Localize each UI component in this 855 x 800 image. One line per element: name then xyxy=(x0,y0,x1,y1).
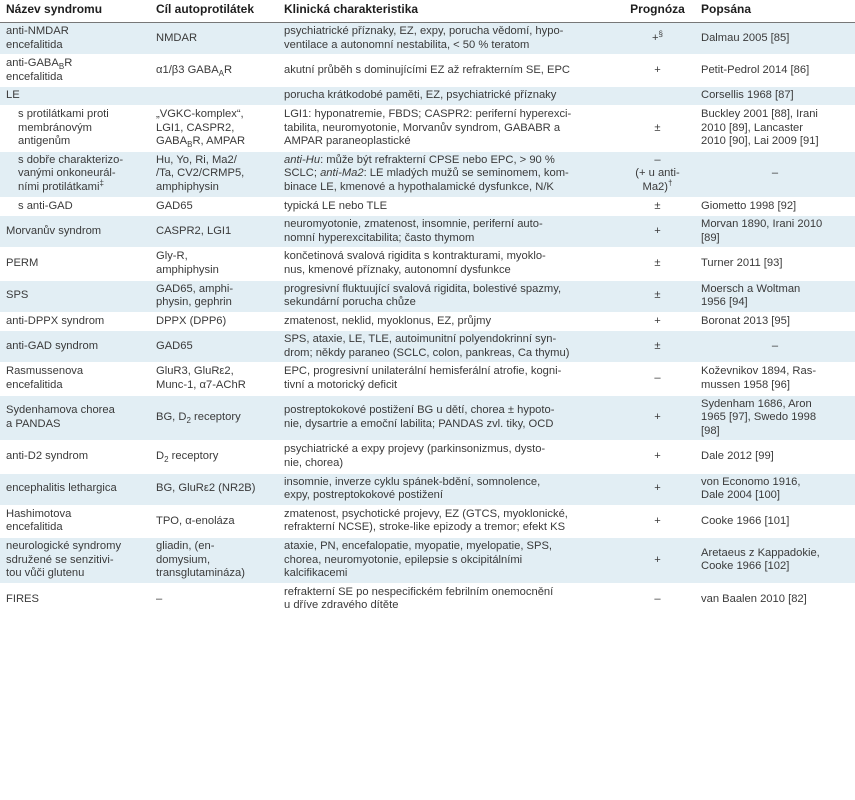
cell-described: Sydenham 1686, Aron 1965 [97], Swedo 1998 [98] xyxy=(695,395,855,441)
table-row xyxy=(0,583,855,615)
table-row xyxy=(0,441,855,473)
cell-described: Morvan 1890, Irani 2010 [89] xyxy=(695,216,855,248)
cell-prognosis: + xyxy=(620,538,695,584)
cell-autoantibody-target: GAD65, amphi- physin, gephrin xyxy=(150,280,278,312)
cell-autoantibody-target xyxy=(150,87,278,106)
cell-prognosis: ± xyxy=(620,248,695,280)
cell-prognosis: ± xyxy=(620,105,695,151)
cell-autoantibody-target: Gly-R, amphiphysin xyxy=(150,248,278,280)
header-syndrome-name: Název syndromu xyxy=(0,0,150,23)
cell-clinical-characteristics: insomnie, inverze cyklu spánek-bdění, somnolence, expy, postreptokokové postižení xyxy=(278,473,620,505)
table-row xyxy=(0,538,855,584)
table-row xyxy=(0,55,855,87)
cell-clinical-characteristics: refrakterní SE po nespecifickém febrilním onemocnění u dříve zdravého dítěte xyxy=(278,583,620,615)
cell-described: Aretaeus z Kappadokie, Cooke 1966 [102] xyxy=(695,538,855,584)
cell-clinical-characteristics: EPC, progresivní unilaterální hemisferální atrofie, kogni- tivní a motorický deficit xyxy=(278,363,620,395)
cell-prognosis xyxy=(620,87,695,106)
cell-clinical-characteristics: zmatenost, psychotické projevy, EZ (GTCS, myoklonické, refrakterní NCSE), stroke-like epizody a tremor; efekt KS xyxy=(278,505,620,537)
cell-described: Turner 2011 [93] xyxy=(695,248,855,280)
cell-clinical-characteristics: postreptokokové postižení BG u dětí, chorea ± hypoto- nie, dysartrie a emoční labilita; PANDAS zvl. tiky, OCD xyxy=(278,395,620,441)
cell-prognosis: + xyxy=(620,395,695,441)
cell-prognosis: + xyxy=(620,312,695,331)
table-row xyxy=(0,248,855,280)
cell-described: Giometto 1998 [92] xyxy=(695,197,855,216)
cell-clinical-characteristics: akutní průběh s dominujícími EZ až refrakterním SE, EPC xyxy=(278,55,620,87)
table-row xyxy=(0,505,855,537)
cell-autoantibody-target: GAD65 xyxy=(150,331,278,363)
cell-described: Boronat 2013 [95] xyxy=(695,312,855,331)
cell-syndrome-name: LE xyxy=(0,87,150,106)
cell-clinical-characteristics: psychiatrické a expy projevy (parkinsonizmus, dysto- nie, chorea) xyxy=(278,441,620,473)
cell-syndrome-name: Rasmussenova encefalitida xyxy=(0,363,150,395)
cell-autoantibody-target: „VGKC-komplex“, LGI1, CASPR2, $GABA_BR$, AMPAR xyxy=(150,105,278,151)
cell-clinical-characteristics: anti-Hu: může být refrakterní CPSE nebo EPC, > 90 % SCLC; anti-Ma2: LE mladých mužů se seminomem, kom- binace LE, kmenové a hypothalamické dysfunkce, N/K xyxy=(278,151,620,197)
table-row xyxy=(0,197,855,216)
cell-autoantibody-target: NMDAR xyxy=(150,23,278,55)
cell-clinical-characteristics: SPS, ataxie, LE, TLE, autoimunitní polyendokrinní syn- drom; někdy paraneo (SCLC, colon, pankreas, Ca thymu) xyxy=(278,331,620,363)
cell-syndrome-name: FIRES xyxy=(0,583,150,615)
cell-autoantibody-target: Hu, Yo, Ri, Ma2/ /Ta, CV2/CRMP5, amphiphysin xyxy=(150,151,278,197)
cell-syndrome-name: anti-GAD syndrom xyxy=(0,331,150,363)
cell-syndrome-name: anti-$GABA_BR$ encefalitida xyxy=(0,55,150,87)
cell-autoantibody-target: BG, GluRε2 (NR2B) xyxy=(150,473,278,505)
cell-described: Dale 2012 [99] xyxy=(695,441,855,473)
cell-clinical-characteristics: porucha krátkodobé paměti, EZ, psychiatrické příznaky xyxy=(278,87,620,106)
cell-prognosis: – (+ u anti- Ma2)† xyxy=(620,151,695,197)
table-row xyxy=(0,395,855,441)
cell-described: van Baalen 2010 [82] xyxy=(695,583,855,615)
table-row xyxy=(0,363,855,395)
cell-syndrome-name: encephalitis lethargica xyxy=(0,473,150,505)
cell-described: Koževnikov 1894, Ras- mussen 1958 [96] xyxy=(695,363,855,395)
cell-prognosis: + xyxy=(620,216,695,248)
header-prognosis: Prognóza xyxy=(620,0,695,23)
cell-prognosis: + xyxy=(620,55,695,87)
table-row xyxy=(0,331,855,363)
cell-prognosis: +§ xyxy=(620,23,695,55)
cell-described: Cooke 1966 [101] xyxy=(695,505,855,537)
cell-syndrome-name: neurologické syndromy sdružené se senzitivi- tou vůči glutenu xyxy=(0,538,150,584)
header-described: Popsána xyxy=(695,0,855,23)
cell-clinical-characteristics: zmatenost, neklid, myoklonus, EZ, průjmy xyxy=(278,312,620,331)
cell-described: Moersch a Woltman 1956 [94] xyxy=(695,280,855,312)
cell-syndrome-name: Morvanův syndrom xyxy=(0,216,150,248)
table-row xyxy=(0,151,855,197)
cell-syndrome-name: s protilátkami proti membránovým antigenům xyxy=(0,105,150,151)
table-row xyxy=(0,473,855,505)
cell-autoantibody-target: GluR3, GluRε2, Munc-1, α7-AChR xyxy=(150,363,278,395)
cell-syndrome-name: Sydenhamova chorea a PANDAS xyxy=(0,395,150,441)
cell-described: Petit-Pedrol 2014 [86] xyxy=(695,55,855,87)
header-autoantibody-target: Cíl autoprotilátek xyxy=(150,0,278,23)
table-row xyxy=(0,23,855,55)
cell-clinical-characteristics: ataxie, PN, encefalopatie, myopatie, myelopatie, SPS, chorea, neuromyotonie, epilepsie s okcipitálními kalcifikacemi xyxy=(278,538,620,584)
cell-autoantibody-target: – xyxy=(150,583,278,615)
header-row xyxy=(0,0,855,23)
cell-prognosis: ± xyxy=(620,280,695,312)
cell-prognosis: ± xyxy=(620,331,695,363)
cell-autoantibody-target: DPPX (DPP6) xyxy=(150,312,278,331)
header-clinical-characteristics: Klinická charakteristika xyxy=(278,0,620,23)
cell-described: Corsellis 1968 [87] xyxy=(695,87,855,106)
cell-syndrome-name: anti-D2 syndrom xyxy=(0,441,150,473)
cell-autoantibody-target: CASPR2, LGI1 xyxy=(150,216,278,248)
table-row xyxy=(0,87,855,106)
table-row xyxy=(0,280,855,312)
cell-autoantibody-target: $D_2$ receptory xyxy=(150,441,278,473)
cell-autoantibody-target: GAD65 xyxy=(150,197,278,216)
cell-syndrome-name: anti-NMDAR encefalitida xyxy=(0,23,150,55)
table-row xyxy=(0,312,855,331)
cell-syndrome-name: SPS xyxy=(0,280,150,312)
cell-clinical-characteristics: psychiatrické příznaky, EZ, expy, porucha vědomí, hypo- ventilace a autonomní nestabilita, < 50 % teratom xyxy=(278,23,620,55)
cell-syndrome-name: s anti-GAD xyxy=(0,197,150,216)
cell-prognosis: + xyxy=(620,505,695,537)
cell-syndrome-name: anti-DPPX syndrom xyxy=(0,312,150,331)
cell-clinical-characteristics: typická LE nebo TLE xyxy=(278,197,620,216)
cell-described: Buckley 2001 [88], Irani 2010 [89], Lancaster 2010 [90], Lai 2009 [91] xyxy=(695,105,855,151)
cell-autoantibody-target: α1/β3 $GABA_AR$ xyxy=(150,55,278,87)
cell-autoantibody-target: TPO, α-enoláza xyxy=(150,505,278,537)
cell-syndrome-name: s dobře charakterizo- vanými onkoneurál- ními protilátkami‡ xyxy=(0,151,150,197)
cell-syndrome-name: PERM xyxy=(0,248,150,280)
cell-prognosis: + xyxy=(620,441,695,473)
cell-described: von Economo 1916, Dale 2004 [100] xyxy=(695,473,855,505)
cell-prognosis: + xyxy=(620,473,695,505)
cell-clinical-characteristics: LGI1: hyponatremie, FBDS; CASPR2: periferní hyperexci- tabilita, neuromyotonie, Morvanův syndrom, GABABR a AMPAR paraneoplastické xyxy=(278,105,620,151)
cell-prognosis: – xyxy=(620,583,695,615)
cell-prognosis: ± xyxy=(620,197,695,216)
cell-described: – xyxy=(695,331,855,363)
cell-described: Dalmau 2005 [85] xyxy=(695,23,855,55)
cell-clinical-characteristics: neuromyotonie, zmatenost, insomnie, periferní auto- nomní hyperexcitabilita; často thymom xyxy=(278,216,620,248)
table-body xyxy=(0,23,855,616)
cell-autoantibody-target: gliadin, (en- domysium, transglutamináza) xyxy=(150,538,278,584)
cell-syndrome-name: Hashimotova encefalitida xyxy=(0,505,150,537)
cell-autoantibody-target: BG, $D_2$ receptory xyxy=(150,395,278,441)
cell-clinical-characteristics: končetinová svalová rigidita s kontrakturami, myoklo- nus, kmenové příznaky, autonomní dysfunkce xyxy=(278,248,620,280)
table-row xyxy=(0,216,855,248)
cell-clinical-characteristics: progresivní fluktuující svalová rigidita, bolestivé spazmy, sekundární porucha chůze xyxy=(278,280,620,312)
cell-prognosis: – xyxy=(620,363,695,395)
cell-described: – xyxy=(695,151,855,197)
table-row xyxy=(0,105,855,151)
